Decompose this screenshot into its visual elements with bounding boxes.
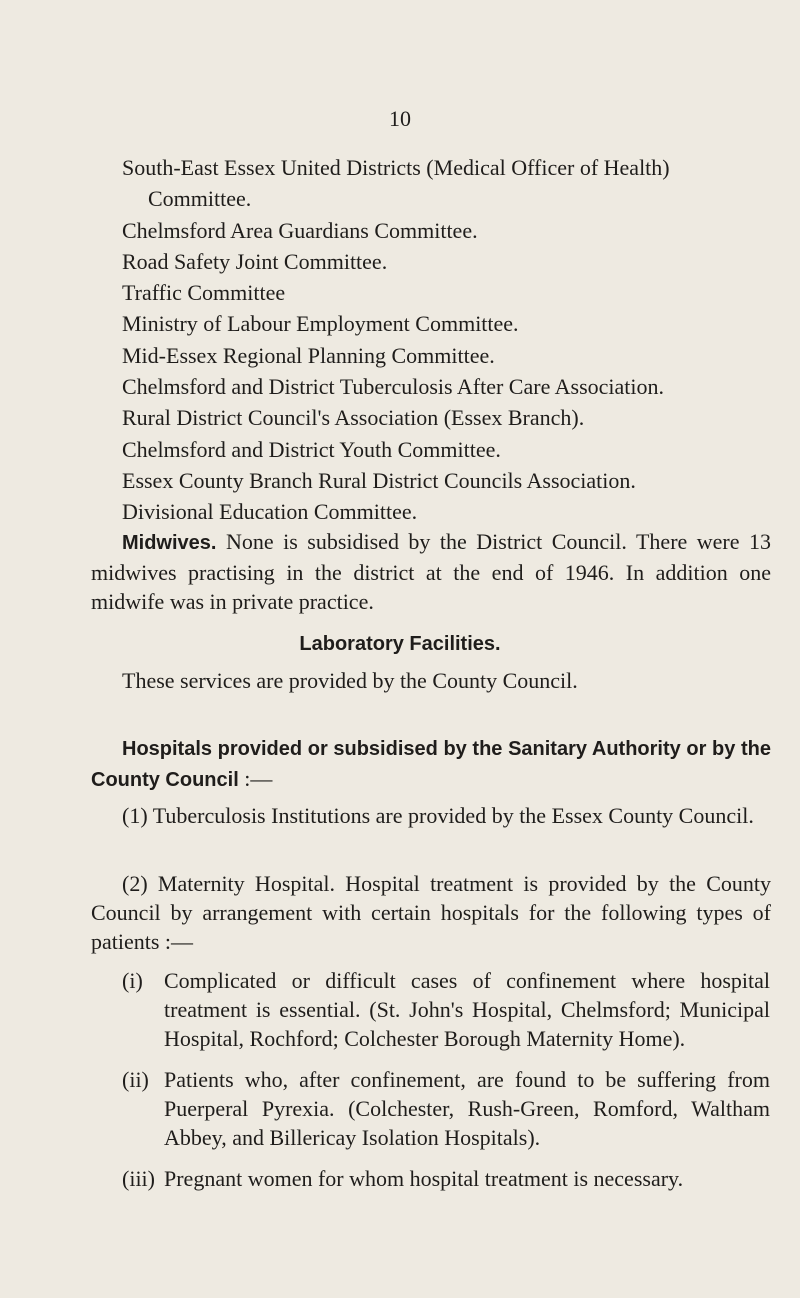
page-number: 10 bbox=[389, 106, 411, 131]
list-item-text: Patients who, after confinement, are found to be suffering from Puerperal Pyrexia. (Colchester, Rush-Green, Romford, Waltham Abbey, and Billericay Isolation Hospitals). bbox=[164, 1067, 770, 1150]
patient-types-list bbox=[122, 966, 770, 1205]
list-item-number: (i) bbox=[122, 968, 143, 993]
hospitals-heading: Hospitals provided or subsidised by the Sanitary Authority or by the County Council bbox=[91, 738, 771, 791]
committee-item: Ministry of Labour Employment Committee. bbox=[122, 311, 519, 337]
committee-item: Chelmsford and District Youth Committee. bbox=[122, 436, 501, 462]
committee-item: Rural District Council's Association (Essex Branch). bbox=[122, 405, 585, 431]
committee-item: Road Safety Joint Committee. bbox=[122, 248, 388, 274]
list-item-number: (iii) bbox=[122, 1166, 155, 1191]
committee-item: South-East Essex United Districts (Medical Officer of Health) Committee. bbox=[122, 155, 670, 212]
list-item-number: (ii) bbox=[122, 1067, 149, 1092]
list-item bbox=[122, 1065, 770, 1152]
hospitals-heading-suffix: :— bbox=[238, 766, 273, 791]
laboratory-text: These services are provided by the County Council. bbox=[122, 668, 578, 693]
list-item bbox=[122, 966, 770, 1053]
committee-item: Chelmsford and District Tuberculosis After Care Association. bbox=[122, 374, 664, 400]
maternity-paragraph: (2) Maternity Hospital. Hospital treatment is provided by the County Council by arrangement with certain hospitals for the following types of patients :— bbox=[91, 871, 771, 954]
midwives-text: None is subsidised by the District Council. There were 13 midwives practising in the district at the end of 1946. In addition one midwife was in private practice. bbox=[91, 529, 771, 614]
list-item-text: Complicated or difficult cases of confinement where hospital treatment is essential. (St. John's Hospital, Chelmsford; Municipal Hospital, Rochford; Colchester Borough Maternity Home). bbox=[164, 968, 770, 1051]
list-item-text: Pregnant women for whom hospital treatment is necessary. bbox=[164, 1166, 684, 1191]
committee-list bbox=[122, 152, 772, 528]
committee-item: Divisional Education Committee. bbox=[122, 499, 418, 525]
committee-item: Mid-Essex Regional Planning Committee. bbox=[122, 342, 495, 368]
midwives-paragraph bbox=[91, 527, 771, 616]
committee-item: Essex County Branch Rural District Councils Association. bbox=[122, 467, 636, 493]
committee-item: Chelmsford Area Guardians Committee. bbox=[122, 217, 478, 243]
hospitals-heading-paragraph bbox=[91, 733, 771, 795]
laboratory-heading: Laboratory Facilities. bbox=[299, 633, 501, 655]
list-item bbox=[122, 1164, 770, 1193]
midwives-heading: Midwives. bbox=[122, 532, 217, 554]
tuberculosis-paragraph: (1) Tuberculosis Institutions are provided by the Essex County Council. bbox=[122, 803, 754, 828]
committee-item: Traffic Committee bbox=[122, 280, 286, 306]
